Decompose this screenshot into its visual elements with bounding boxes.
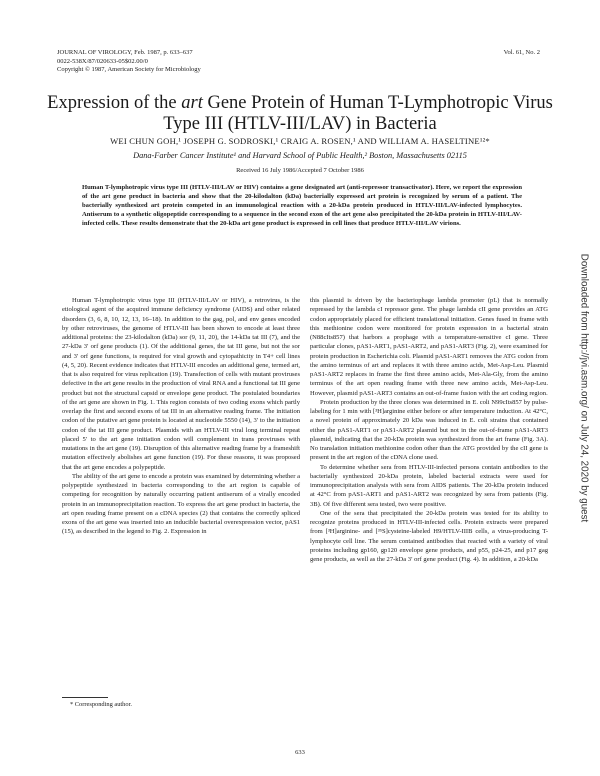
volume-label: Vol. 61, No. 2 (503, 49, 540, 56)
paragraph: The ability of the art gene to encode a protein was examined by determining whether a polypeptide synthesized in bacteria corresponding to the art region is capable of competing for recognition by naturally occurring patient antiserum of a virally encoded protein in an immunoprecipitation reaction. To express the art gene product in bacteria, the art open reading frame present on a cDNA species (2) that contains the correctly spliced exons of the art gene was inserted into an inducible bacterial overexpression vector, pAS1 (15), as described in the legend to Fig. 2. Expression in (62, 472, 300, 536)
download-watermark: Downloaded from http://jvi.asm.org/ on July 24, 2020 by guest (578, 253, 590, 523)
journal-citation: JOURNAL OF VIROLOGY, Feb. 1987, p. 633–637 (57, 49, 193, 56)
paragraph: One of the sera that precipitated the 20-kDa protein was tested for its ability to recognize proteins produced in HTLV-III-infected cells. Protein extracts were prepared from [³H]arginine- and [³⁵S]cysteine-labeled H9/HTLV-IIIB cells, a virus-producing T-lymphocyte cell line. The serum contained antibodies that reacted with a variety of viral proteins including gp160, gp120 envelope gene products, and p55, p24-25, and p17 gag gene products, as well as the 27-kDa 3′ orf gene product (Fig. 4). In addition, a 20-kDa (310, 509, 548, 563)
body-column-right (310, 296, 548, 564)
page-number: 633 (295, 749, 305, 756)
article-title (40, 93, 560, 135)
copyright-line: Copyright © 1987, American Society for Microbiology (57, 66, 201, 73)
body-column-left (62, 296, 300, 537)
title-line1-start: Expression of the (47, 93, 182, 113)
author-list: WEI CHUN GOH,¹ JOSEPH G. SODROSKI,¹ CRAIG A. ROSEN,¹ AND WILLIAM A. HASELTINE¹²* (110, 136, 490, 146)
paragraph: this plasmid is driven by the bacteriophage lambda promoter (pL) that is normally repressed by the lambda cI repressor gene. The phage lambda cII gene provides an ATG codon appropriately placed for efficient translational initiation. Genes fused in frame with this methionine codon were monitored for protein expression in a bacterial strain (N88cIts857) that harbors a prophage with a temperature-sensitive cI gene. Three particular clones, pAS1-ART1, pAS1-ART2, and pAS1-ART3 (Fig. 2), were examined for protein production in Escherichia coli. Plasmid pAS1-ART1 removes the ATG codon from the amino terminus of art and replaces it with three amino acids, Met-Asp-Leu. Plasmid pAS1-ART2 replaces in frame the first three amino acids, Met-Ala-Gly, from the amino terminus of the art open reading frame with three new amino acids, Met-Asp-Leu. However, plasmid pAS1-ART3 contains an out-of-frame fusion with the art coding region. (310, 297, 548, 397)
issn-line: 0022-538X/87/020633-05$02.00/0 (57, 57, 148, 65)
journal-header (57, 49, 201, 75)
title-line1-italic: art (181, 93, 203, 113)
paragraph: Human T-lymphotropic virus type III (HTLV-III/LAV or HIV), a retrovirus, is the etiological agent of the acquired immune deficiency syndrome (AIDS) and other related disorders (3, 6, 8, 10, 12, 13, 16–18). In addition to the gag, pol, and env genes encoded by other retroviruses, the genome of HTLV-III has been shown to encode at least three additional proteins: the 23-kilodalton (kDa) sor (9, 11, 20), the 14-kDa tat III (7), and the 27-kDa 3′ orf gene products (1). Of the additional genes, the tat III gene, but not the sor and 3′ orf gene functions, is required for viral growth and cytopathicity in T4+ cell lines (4, 5, 20). Recent evidence indicates that HTLV-III encodes an additional gene, termed art, that is also required for virus replication (19). Transfection of cells with mutant proviruses defective in the art gene results in the production of viral RNA and a functional tat III gene product but not the structural capsid or envelope gene product. The postulated boundaries of the art gene are shown in Fig. 1. This region consists of two coding exons which partly overlap the first and second exons of tat III in an alternative reading frame. The initiation codon of the putative art gene protein is located at nucleotide 5550 (14), 3′ to the initiation codon of the tat III gene product. Plasmids with an HTLV-III viral long terminal repeat placed 5′ to the art gene initiation codon will complement in trans proviruses with mutations in the art gene (19). Disruption of this alternative reading frame by a frameshift mutation effectively abolishes art gene function (19). For these reasons, it was proposed that the art gene encodes a polypeptide. (62, 297, 300, 471)
affiliations: Dana-Farber Cancer Institute¹ and Harvard School of Public Health,² Boston, Massachusetts 02115 (133, 151, 467, 160)
title-line2: Type III (HTLV-III/LAV) in Bacteria (163, 114, 437, 134)
title-line1-end: Gene Protein of Human T-Lymphotropic Virus (202, 93, 553, 113)
footnote: * Corresponding author. (70, 701, 132, 708)
footnote-divider (62, 697, 108, 698)
paragraph: Protein production by the three clones was determined in E. coli N99cIts857 by pulse-labeling for 1 min with [³H]arginine either before or after temperature induction. At 42°C, a novel protein of approximately 20 kDa was induced in E. coli strains that contained either the pAS1-ART1 or pAS1-ART2 plasmid but not in the out-of-frame pAS1-ART3 plasmid, indicating that the 20-kDa protein was synthesized from the art frame (Fig. 3A). No translation initiation methionine codon other than the ATG provided by the cII gene is present in the art region of the cDNA clone used. (310, 398, 548, 462)
received-dates: Received 16 July 1986/Accepted 7 October 1986 (236, 167, 364, 174)
paragraph: To determine whether sera from HTLV-III-infected persons contain antibodies to the bacterially synthesized 20-kDa protein, labeled bacterial extracts were used for immunoprecipitation analysis with sera from AIDS patients. The 20-kDa protein induced at 42°C from pAS1-ART1 and pAS1-ART2 was recognized by sera from patients (Fig. 3B). Of five different sera tested, two were positive. (310, 463, 548, 508)
abstract: Human T-lymphotropic virus type III (HTLV-III/LAV or HIV) contains a gene designated art (anti-repressor transactivator). Here, we report the expression of the art gene product in bacteria and show that the 20-kilodalton (kDa) bacterially expressed art protein is recognized by serum of a patient. The bacterially synthesized art protein competed in an immunological reaction with a 20-kDa protein produced in HTLV-III/LAV-infected lymphocytes. Antiserum to a synthetic oligopeptide corresponding to a sequence in the second exon of the art gene also precipitated the 20-kDa protein in HTLV-III/LAV-infected cells. These results demonstrate that the 20-kDa art gene product is expressed in cell lines that produce HTLV-III/LAV virions. (82, 184, 522, 228)
